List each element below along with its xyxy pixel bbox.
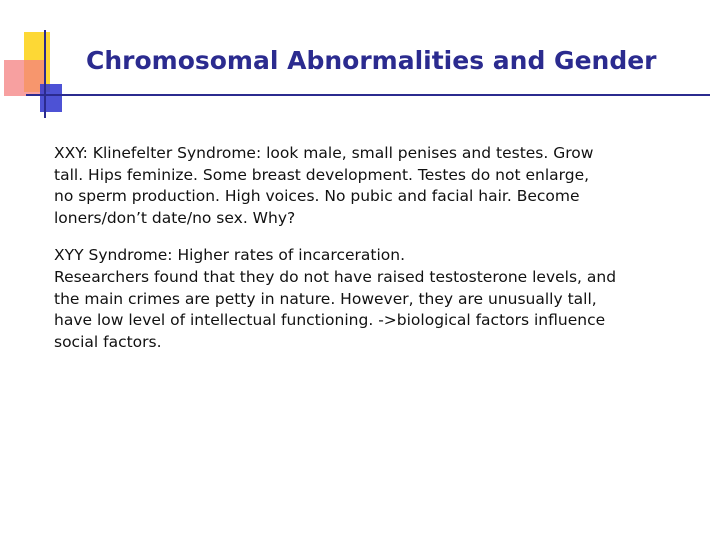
paragraph-xyy: XYY Syndrome: Higher rates of incarceration. Researchers found that they do not have raised testosterone levels, and the main crimes are petty in nature. However, they are unusually tall, have low level of intellectual functioning. ->biological factors influence social factors. <box>54 246 617 351</box>
paragraph-xxy: XXY: Klinefelter Syndrome: look male, small penises and testes. Grow tall. Hips feminize. Some breast development. Testes do not enlarge, no sperm production. High voices. No pubic and facial hair. Become loners/don’t date/no sex. Why? <box>54 144 594 227</box>
decor-vertical-rule <box>44 30 46 118</box>
slide-body <box>54 143 654 369</box>
slide-title: Chromosomal Abnormalities and Gender <box>86 46 657 75</box>
title-underline-rule <box>26 94 710 96</box>
